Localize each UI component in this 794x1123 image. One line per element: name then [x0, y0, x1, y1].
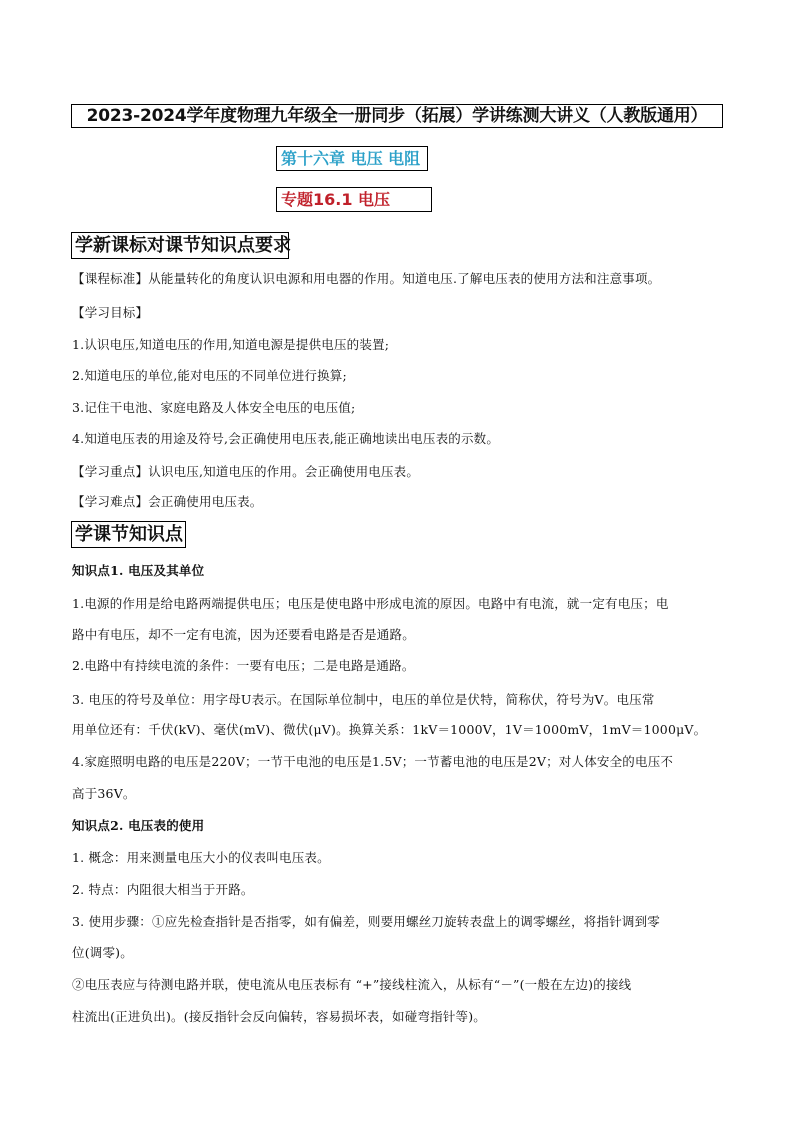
kp2-line: 1. 概念：用来测量电压大小的仪表叫电压表。: [72, 850, 330, 865]
goal-item: 2.知道电压的单位,能对电压的不同单位进行换算;: [72, 368, 347, 383]
document-title: 2023-2024学年度物理九年级全一册同步（拓展）学讲练测大讲义（人教版通用）: [71, 104, 723, 128]
knowledge-point-1-title: 知识点1. 电压及其单位: [72, 563, 205, 578]
topic-title: 专题16.1 电压: [276, 187, 432, 212]
chapter-title: 第十六章 电压 电阻: [276, 146, 428, 171]
key-point: 【学习重点】认识电压,知道电压的作用。会正确使用电压表。: [72, 464, 420, 479]
section-heading-knowledge: 学课节知识点: [71, 521, 186, 548]
kp2-line: 3. 使用步骤：①应先检查指针是否指零，如有偏差，则要用螺丝刀旋转表盘上的调零螺丝，将指针调到零: [72, 914, 661, 929]
kp1-line: 用单位还有：千伏(kV)、毫伏(mV)、微伏(μV)。换算关系：1kV＝1000V，1V＝1000mV，1mV＝1000μV。: [72, 722, 707, 737]
kp1-line: 2.电路中有持续电流的条件：一要有电压；二是电路是通路。: [72, 658, 415, 673]
difficulty-point: 【学习难点】会正确使用电压表。: [72, 494, 263, 509]
kp2-line: 2. 特点：内阻很大相当于开路。: [72, 882, 254, 897]
knowledge-point-2-title: 知识点2. 电压表的使用: [72, 818, 205, 833]
goal-item: 3.记住干电池、家庭电路及人体安全电压的电压值;: [72, 400, 356, 415]
kp2-line: 位(调零)。: [72, 945, 133, 960]
kp1-line: 1.电源的作用是给电路两端提供电压；电压是使电路中形成电流的原因。电路中有电流，就一定有电压；电: [72, 596, 669, 611]
kp2-line: ②电压表应与待测电路并联，使电流从电压表标有 “+”接线柱流入，从标有“－”(一般在左边)的接线: [72, 977, 632, 992]
kp2-line: 柱流出(正进负出)。(接反指针会反向偏转，容易损坏表，如碰弯指针等)。: [72, 1009, 487, 1024]
goal-item: 4.知道电压表的用途及符号,会正确使用电压表,能正确地读出电压表的示数。: [72, 431, 500, 446]
kp1-line: 高于36V。: [72, 786, 136, 801]
kp1-line: 3. 电压的符号及单位：用字母U表示。在国际单位制中，电压的单位是伏特，简称伏，符号为V。电压常: [72, 692, 655, 707]
goal-item: 1.认识电压,知道电压的作用,知道电源是提供电压的装置;: [72, 337, 390, 352]
learning-goals-label: 【学习目标】: [72, 305, 149, 320]
kp1-line: 路中有电压，却不一定有电流，因为还要看电路是否是通路。: [72, 627, 415, 642]
course-standard: 【课程标准】从能量转化的角度认识电源和用电器的作用。知道电压.了解电压表的使用方法和注意事项。: [72, 271, 661, 286]
kp1-line: 4.家庭照明电路的电压是220V；一节干电池的电压是1.5V；一节蓄电池的电压是2V；对人体安全的电压不: [72, 754, 674, 769]
section-heading-requirements: 学新课标对课节知识点要求: [71, 232, 289, 259]
